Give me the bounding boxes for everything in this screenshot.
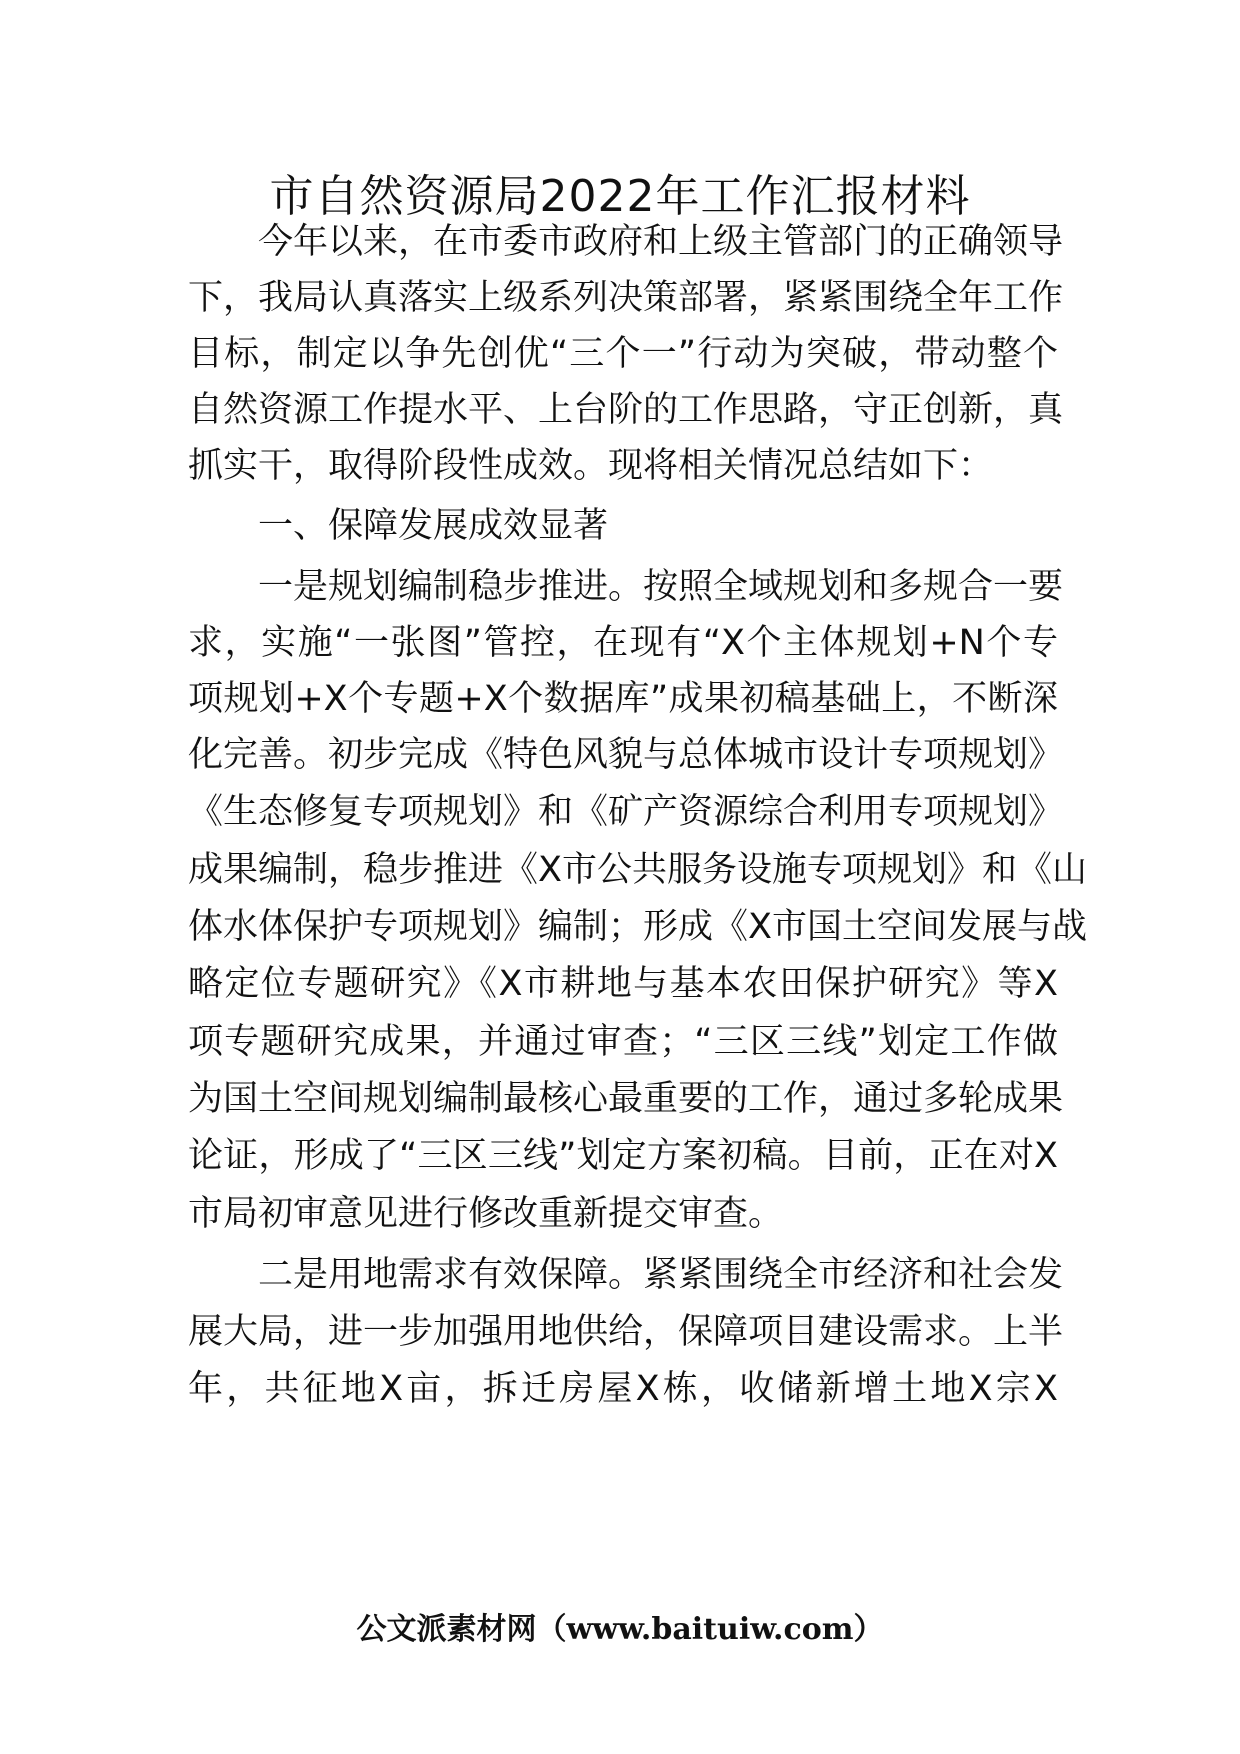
paragraph-line: 《生态修复专项规划》和《矿产资源综合利用专项规划》 xyxy=(188,792,1064,832)
paragraph-line: 论证，形成了“三区三线”划定方案初稿。目前，正在对X xyxy=(188,1136,1058,1176)
paragraph-line: 体水体保护专项规划》编制；形成《X市国土空间发展与战 xyxy=(188,907,1087,947)
paragraph-line: 成果编制，稳步推进《X市公共服务设施专项规划》和《山 xyxy=(188,850,1087,890)
paragraph-line: 年，共征地X亩，拆迁房屋X栋，收储新增土地X宗X xyxy=(188,1369,1058,1409)
paragraph-line: 求，实施“一张图”管控，在现有“X个主体规划+N个专 xyxy=(188,623,1058,663)
document-title: 市自然资源局2022年工作汇报材料 xyxy=(269,171,971,222)
paragraph-line: 二是用地需求有效保障。紧紧围绕全市经济和社会发 xyxy=(258,1255,1064,1295)
paragraph-line: 一是规划编制稳步推进。按照全域规划和多规合一要 xyxy=(258,567,1064,607)
paragraph-line: 展大局，进一步加强用地供给，保障项目建设需求。上半 xyxy=(188,1312,1064,1352)
paragraph-line: 抓实干，取得阶段性成效。现将相关情况总结如下： xyxy=(188,446,994,486)
paragraph-line: 目标，制定以争先创优“三个一”行动为突破，带动整个 xyxy=(188,334,1058,374)
paragraph-line: 下，我局认真落实上级系列决策部署，紧紧围绕全年工作 xyxy=(188,278,1064,318)
paragraph-line: 项专题研究成果，并通过审查；“三区三线”划定工作做 xyxy=(188,1022,1058,1062)
footer-watermark: 公文派素材网（www.baituiw.com） xyxy=(356,1612,884,1647)
paragraph-line: 为国土空间规划编制最核心最重要的工作，通过多轮成果 xyxy=(188,1079,1064,1119)
paragraph-line: 自然资源工作提水平、上台阶的工作思路，守正创新，真 xyxy=(188,390,1064,430)
section-heading: 一、保障发展成效显著 xyxy=(258,506,609,546)
paragraph-line: 项规划+X个专题+X个数据库”成果初稿基础上，不断深 xyxy=(188,679,1058,719)
paragraph-line: 化完善。初步完成《特色风貌与总体城市设计专项规划》 xyxy=(188,735,1064,775)
paragraph-line: 市局初审意见进行修改重新提交审查。 xyxy=(188,1194,784,1234)
paragraph-line: 略定位专题研究》《X市耕地与基本农田保护研究》等X xyxy=(188,964,1058,1004)
paragraph-line: 今年以来，在市委市政府和上级主管部门的正确领导 xyxy=(258,222,1064,262)
